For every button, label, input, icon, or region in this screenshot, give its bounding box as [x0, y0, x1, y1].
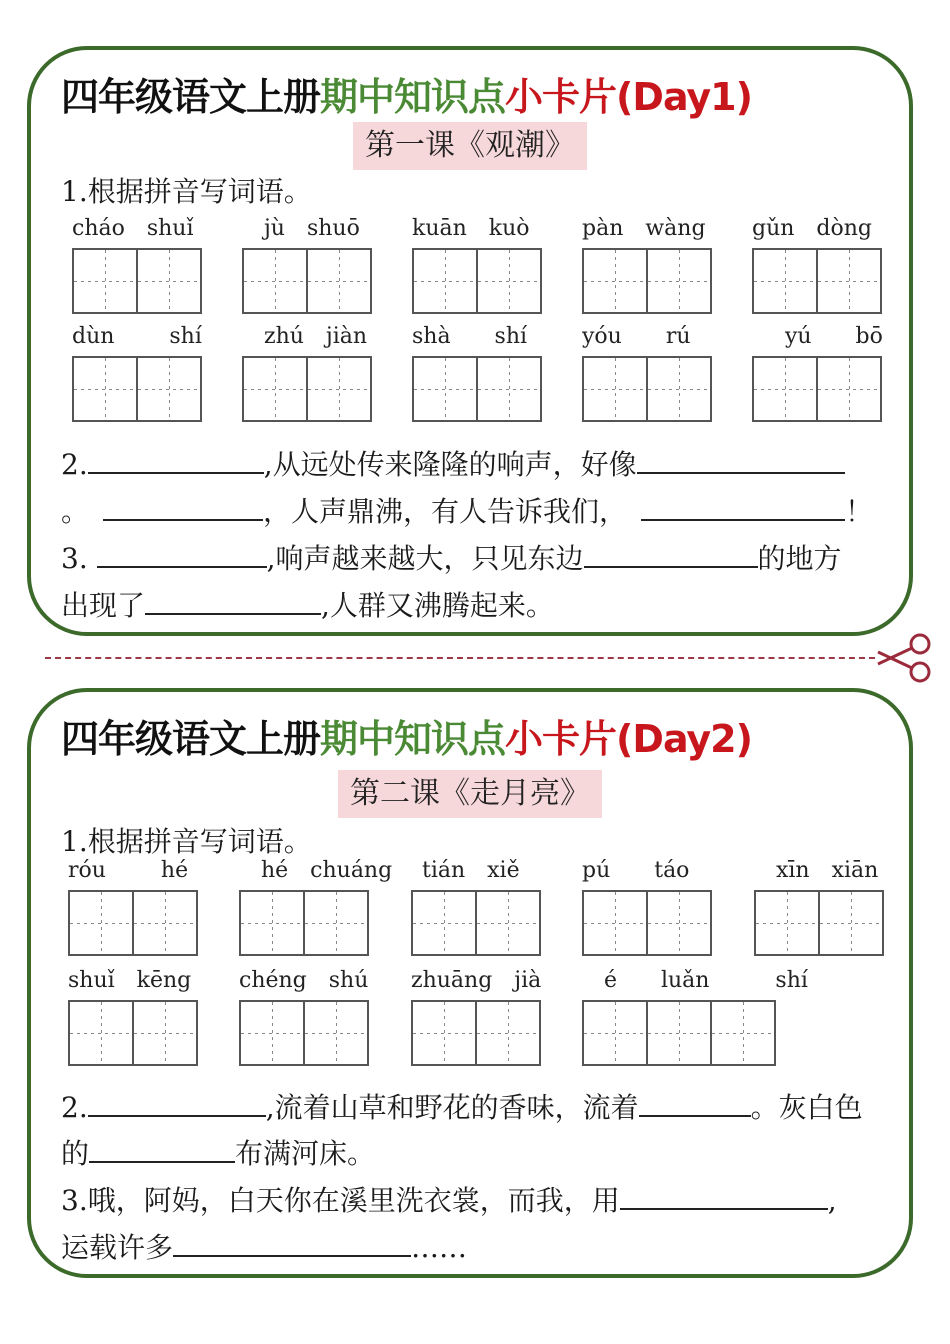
pinyin-text: hé chuáng	[239, 858, 393, 883]
lesson-title: 第二课《走月亮》	[338, 770, 602, 818]
pinyin-text: zhú jiàn	[242, 324, 368, 349]
pinyin-word	[582, 214, 722, 324]
writing-grid[interactable]	[754, 890, 882, 956]
writing-grid[interactable]	[68, 890, 196, 956]
pinyin-text: shà shí	[412, 324, 528, 349]
pinyin-text: pú táo	[582, 858, 690, 883]
pinyin-word	[242, 214, 382, 324]
q-text: 的地方	[757, 542, 842, 575]
q-text: 3.	[61, 542, 97, 575]
pinyin-word	[412, 214, 552, 324]
writing-grid[interactable]	[412, 248, 540, 314]
fill-blank[interactable]	[639, 1085, 751, 1117]
q-text: ,	[827, 1184, 837, 1217]
pinyin-word	[582, 966, 808, 1076]
q-text: 。	[61, 495, 90, 528]
knowledge-card-day2	[27, 688, 913, 1278]
cut-line	[45, 657, 875, 659]
pinyin-text: jù shuō	[242, 216, 360, 241]
fill-blank[interactable]	[173, 1225, 411, 1257]
writing-grid[interactable]	[752, 248, 880, 314]
pinyin-text: é luǎn shí	[582, 968, 808, 993]
pinyin-word	[72, 322, 212, 432]
writing-grid[interactable]	[582, 890, 710, 956]
pinyin-word	[72, 214, 212, 324]
writing-grid[interactable]	[582, 1000, 774, 1066]
fill-blank[interactable]	[88, 1085, 266, 1117]
question-2	[61, 442, 901, 488]
q-text: ,流着山草和野花的香味，流着	[265, 1091, 639, 1124]
pinyin-word	[68, 966, 208, 1076]
writing-grid[interactable]	[242, 356, 370, 422]
pinyin-word	[754, 856, 894, 966]
writing-grid[interactable]	[752, 356, 880, 422]
writing-grid[interactable]	[582, 356, 710, 422]
writing-grid[interactable]	[72, 248, 200, 314]
fill-blank[interactable]	[89, 1131, 235, 1163]
question-3	[61, 1178, 901, 1224]
fill-blank[interactable]	[620, 1178, 828, 1210]
q-text: 。灰白色	[750, 1091, 863, 1124]
writing-grid[interactable]	[582, 248, 710, 314]
q-text: 2.	[61, 1091, 88, 1124]
writing-grid[interactable]	[239, 1000, 367, 1066]
pinyin-word	[411, 856, 551, 966]
pinyin-text: dùn shí	[72, 324, 202, 349]
scissors-icon	[874, 630, 936, 686]
question-3-cont	[61, 583, 901, 629]
writing-grid[interactable]	[68, 1000, 196, 1066]
pinyin-word	[411, 966, 551, 1076]
q-text: 2.	[61, 448, 88, 481]
writing-grid[interactable]	[72, 356, 200, 422]
pinyin-word	[239, 966, 379, 1076]
pinyin-text: zhuāng jià	[411, 968, 542, 993]
title-topic: 期中知识点	[320, 717, 506, 761]
pinyin-text: xīn xiān	[754, 858, 879, 883]
fill-blank[interactable]	[103, 489, 263, 521]
pinyin-text: tián xiě	[411, 858, 520, 883]
q-text: 运载许多	[61, 1231, 174, 1264]
fill-blank[interactable]	[97, 536, 267, 568]
q-text: ,人群又沸腾起来。	[321, 589, 554, 622]
lesson-heading	[31, 122, 909, 170]
title-grade: 四年级语文上册	[61, 717, 321, 761]
pinyin-word	[752, 214, 892, 324]
pinyin-text: gǔn dòng	[752, 216, 872, 241]
pinyin-word	[752, 322, 892, 432]
question-3	[61, 536, 901, 582]
title-topic: 期中知识点	[320, 75, 506, 119]
q-text: ……	[411, 1231, 468, 1264]
pinyin-word	[582, 856, 722, 966]
question-3-cont	[61, 1225, 901, 1271]
q-text: 出现了	[61, 589, 146, 622]
knowledge-card-day1	[27, 46, 913, 636]
lesson-heading	[31, 770, 909, 818]
pinyin-word	[242, 322, 382, 432]
q-text: ，人声鼎沸，有人告诉我们，	[263, 495, 628, 528]
pinyin-word	[412, 322, 552, 432]
question-2-cont	[61, 1131, 901, 1177]
title-grade: 四年级语文上册	[61, 75, 321, 119]
q-text: 的	[61, 1137, 90, 1170]
pinyin-text: chéng shú	[239, 968, 369, 993]
pinyin-word	[582, 322, 722, 432]
fill-blank[interactable]	[88, 442, 264, 474]
writing-grid[interactable]	[242, 248, 370, 314]
question-1-label: 1.根据拼音写词语。	[61, 825, 312, 858]
pinyin-word	[239, 856, 393, 966]
writing-grid[interactable]	[411, 1000, 539, 1066]
question-2-cont	[61, 489, 901, 535]
q-text: 布满河床。	[235, 1137, 376, 1170]
pinyin-text: kuān kuò	[412, 216, 530, 241]
title-card-day: 小卡片(Day1)	[505, 75, 752, 119]
pinyin-text: pàn wàng	[582, 216, 706, 241]
fill-blank[interactable]	[637, 442, 845, 474]
pinyin-text: róu hé	[68, 858, 189, 883]
pinyin-text: yú bō	[752, 324, 883, 349]
writing-grid[interactable]	[239, 890, 367, 956]
fill-blank[interactable]	[145, 583, 321, 615]
q-text: ,响声越来越大，只见东边	[266, 542, 584, 575]
title-card-day: 小卡片(Day2)	[505, 717, 752, 761]
lesson-title: 第一课《观潮》	[353, 122, 587, 170]
writing-grid[interactable]	[412, 356, 540, 422]
q-text: 3.哦，阿妈，白天你在溪里洗衣裳，而我，用	[61, 1184, 620, 1217]
pinyin-text: cháo shuǐ	[72, 216, 194, 241]
question-1-label: 1.根据拼音写词语。	[61, 175, 312, 208]
card-title	[61, 714, 752, 764]
writing-grid[interactable]	[411, 890, 539, 956]
question-2	[61, 1085, 901, 1131]
pinyin-text: shuǐ kēng	[68, 968, 192, 993]
q-text: ！	[845, 495, 874, 528]
q-text: ,从远处传来隆隆的响声，好像	[263, 448, 637, 481]
card-title	[61, 72, 752, 122]
pinyin-word	[68, 856, 208, 966]
fill-blank[interactable]	[584, 536, 758, 568]
fill-blank[interactable]	[641, 489, 845, 521]
pinyin-text: yóu rú	[582, 324, 691, 349]
